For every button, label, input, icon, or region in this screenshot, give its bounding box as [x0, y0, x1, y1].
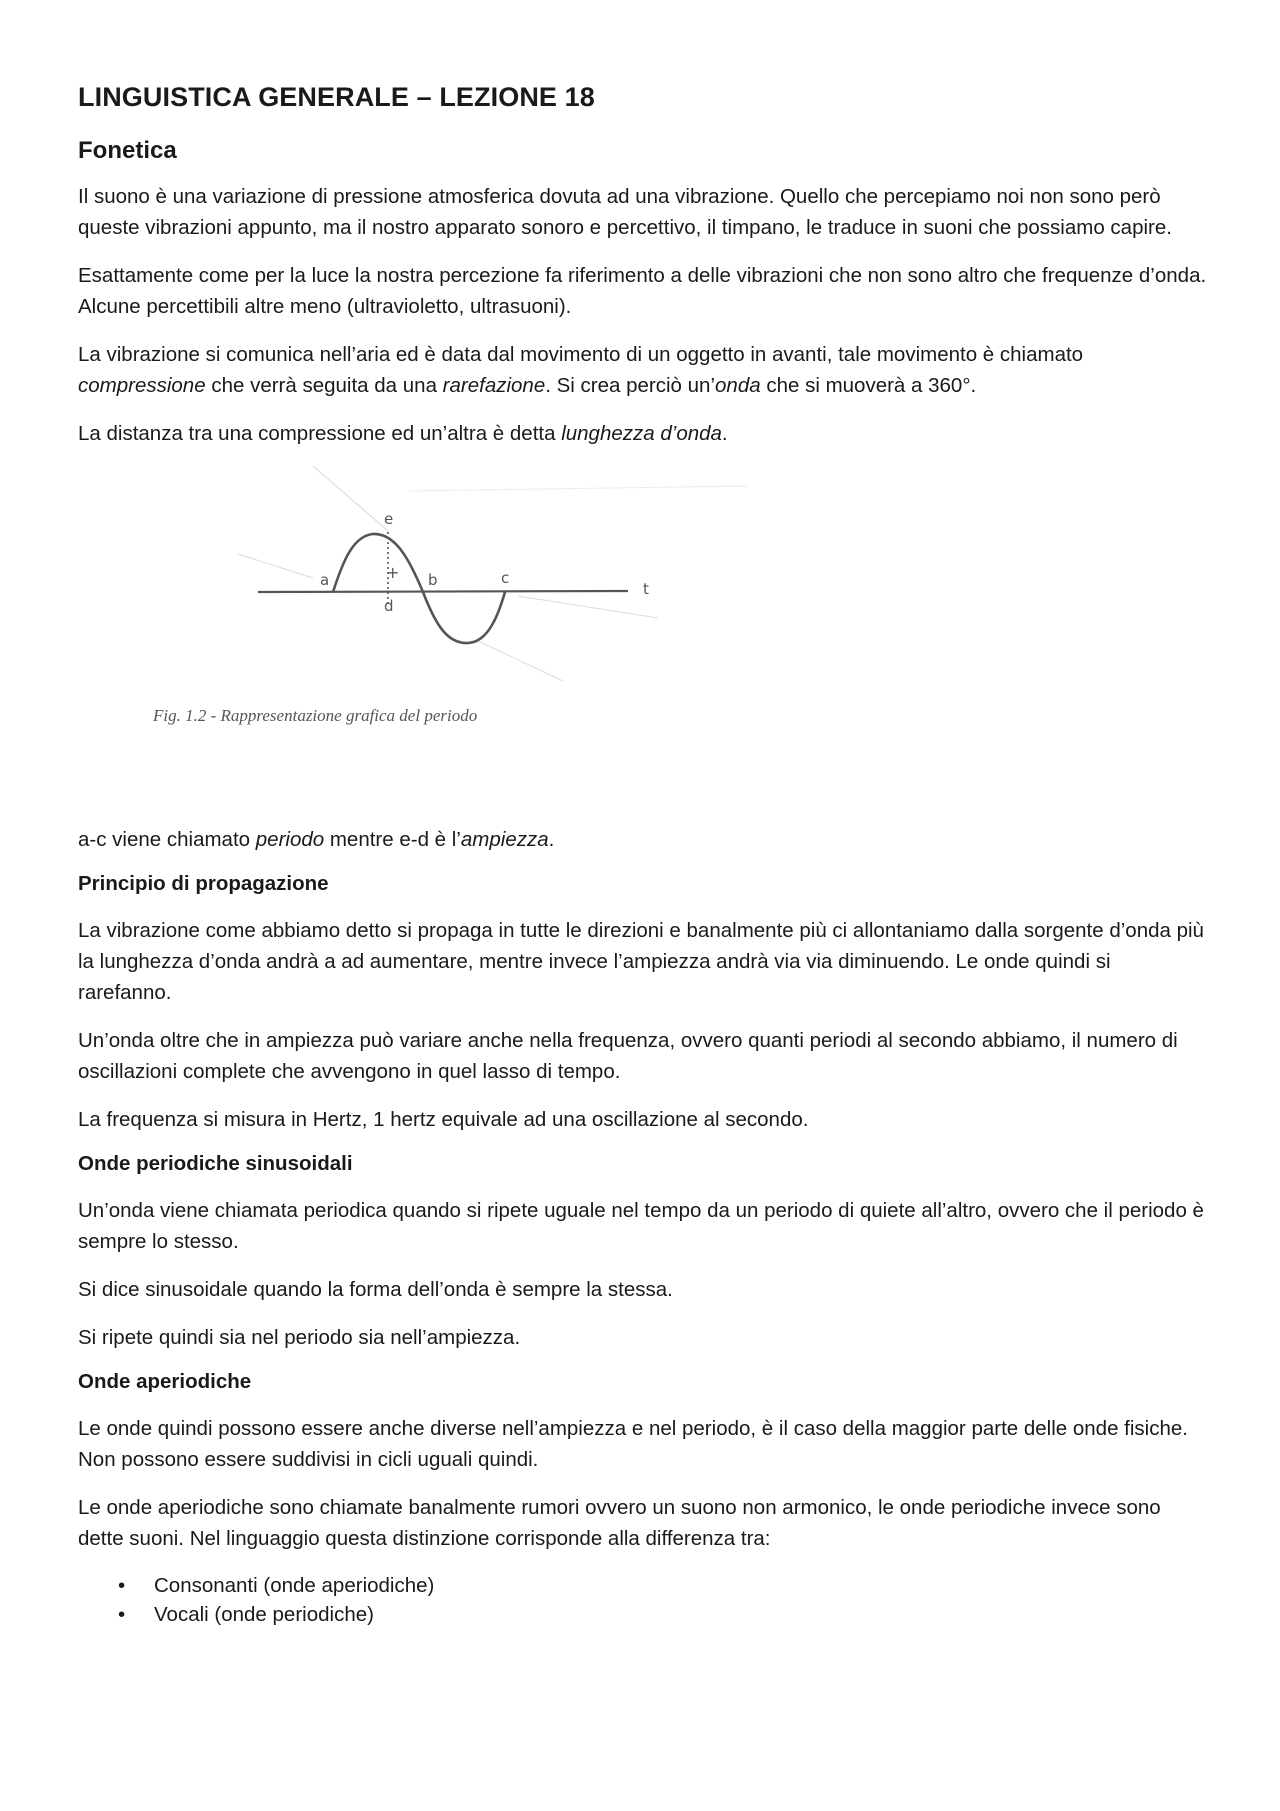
paragraph-aperiodiche-2: Le onde aperiodiche sono chiamate banalmente rumori ovvero un suono non armonico, le onde periodiche invece sono dette suoni. Nel linguaggio questa distinzione corrisponde alla differenza tra: — [78, 1496, 1161, 1550]
section-heading-propagazione: Principio di propagazione — [78, 872, 329, 895]
term-rarefazione: rarefazione — [442, 374, 546, 397]
time-axis — [258, 591, 628, 592]
section-heading-aperiodiche: Onde aperiodiche — [78, 1370, 252, 1393]
bullet-list — [78, 1571, 1208, 1629]
section-heading-fonetica: Fonetica — [78, 137, 177, 164]
paragraph-frequenza: Un’onda oltre che in ampiezza può variare anche nella frequenza, ovvero quanti periodi al secondo abbiamo, il numero di oscillazioni complete che avvengono in quel lasso di tempo. — [78, 1029, 1178, 1083]
scan-line — [313, 466, 388, 531]
paragraph-lunghezza: La distanza tra una compressione ed un’altra è detta lunghezza d’onda. — [78, 422, 728, 445]
paragraph-periodo: a-c viene chiamato periodo mentre e-d è l’ampiezza. — [78, 828, 555, 851]
paragraph-vibrazione: La vibrazione si comunica nell’aria ed è data dal movimento di un oggetto in avanti, tale movimento è chiamato compressione che verrà seguita da una rarefazione. Si crea perciò un’onda che si muoverà a 360°. — [78, 343, 1084, 397]
figure-caption: Fig. 1.2 - Rappresentazione grafica del periodo — [153, 706, 478, 725]
scan-line — [408, 486, 748, 491]
label-a: a — [320, 571, 330, 589]
term-compressione: compressione — [78, 374, 206, 397]
paragraph-sinusoidale: Si dice sinusoidale quando la forma dell’onda è sempre la stessa. — [78, 1278, 673, 1301]
paragraph-luce: Esattamente come per la luce la nostra percezione fa riferimento a delle vibrazioni che non sono altro che frequenze d’onda. Alcune percettibili altre meno (ultravioletto, ultrasuoni). — [78, 264, 1207, 318]
list-item: • Vocali (onde periodiche) — [118, 1600, 1208, 1629]
section-heading-sinusoidali: Onde periodiche sinusoidali — [78, 1152, 353, 1175]
paragraph-ripete: Si ripete quindi sia nel periodo sia nell’ampiezza. — [78, 1326, 521, 1349]
scan-line — [238, 554, 313, 578]
bullet-icon: • — [118, 1574, 126, 1597]
paragraph-aperiodiche-1: Le onde quindi possono essere anche diverse nell’ampiezza e nel periodo, è il caso della maggior parte delle onde fisiche. Non possono essere suddivisi in cicli uguali quindi. — [78, 1417, 1188, 1471]
label-b: b — [428, 571, 438, 589]
scan-line — [478, 641, 563, 681]
wave-diagram — [138, 466, 778, 701]
paragraph-hertz: La frequenza si misura in Hertz, 1 hertz equivale ad una oscillazione al secondo. — [78, 1108, 809, 1131]
term-onda: onda — [715, 374, 761, 397]
document-page — [78, 82, 1208, 1629]
term-periodo: periodo — [255, 828, 325, 851]
paragraph-suono: Il suono è una variazione di pressione atmosferica dovuta ad una vibrazione. Quello che percepiamo noi non sono però queste vibrazioni appunto, ma il nostro apparato sonoro e percettivo, il timpano, le traduce in suoni che possiamo capire. — [78, 185, 1172, 239]
bullet-icon: • — [118, 1603, 126, 1626]
cursor-mark: + — [386, 563, 400, 582]
list-item: • Consonanti (onde aperiodiche) — [118, 1571, 1208, 1600]
term-lunghezza-onda: lunghezza d’onda — [561, 422, 722, 445]
label-c: c — [501, 569, 510, 587]
document-title: LINGUISTICA GENERALE – LEZIONE 18 — [78, 82, 595, 112]
paragraph-propagazione: La vibrazione come abbiamo detto si propaga in tutte le direzioni e banalmente più ci allontaniamo dalla sorgente d’onda più la lunghezza d’onda andrà a ad aumentare, mentre invece l’ampiezza andrà via via diminuendo. Le onde quindi si rarefanno. — [78, 919, 1204, 1004]
label-d: d — [384, 597, 394, 615]
paragraph-periodica: Un’onda viene chiamata periodica quando si ripete uguale nel tempo da un periodo di quiete all’altro, ovvero che il periodo è sempre lo stesso. — [78, 1199, 1204, 1253]
label-t: t — [643, 580, 649, 598]
scan-line — [518, 596, 658, 618]
term-ampiezza: ampiezza — [460, 828, 549, 851]
sine-wave — [333, 534, 505, 643]
wave-period-figure — [78, 466, 1208, 806]
label-e: e — [384, 510, 394, 528]
